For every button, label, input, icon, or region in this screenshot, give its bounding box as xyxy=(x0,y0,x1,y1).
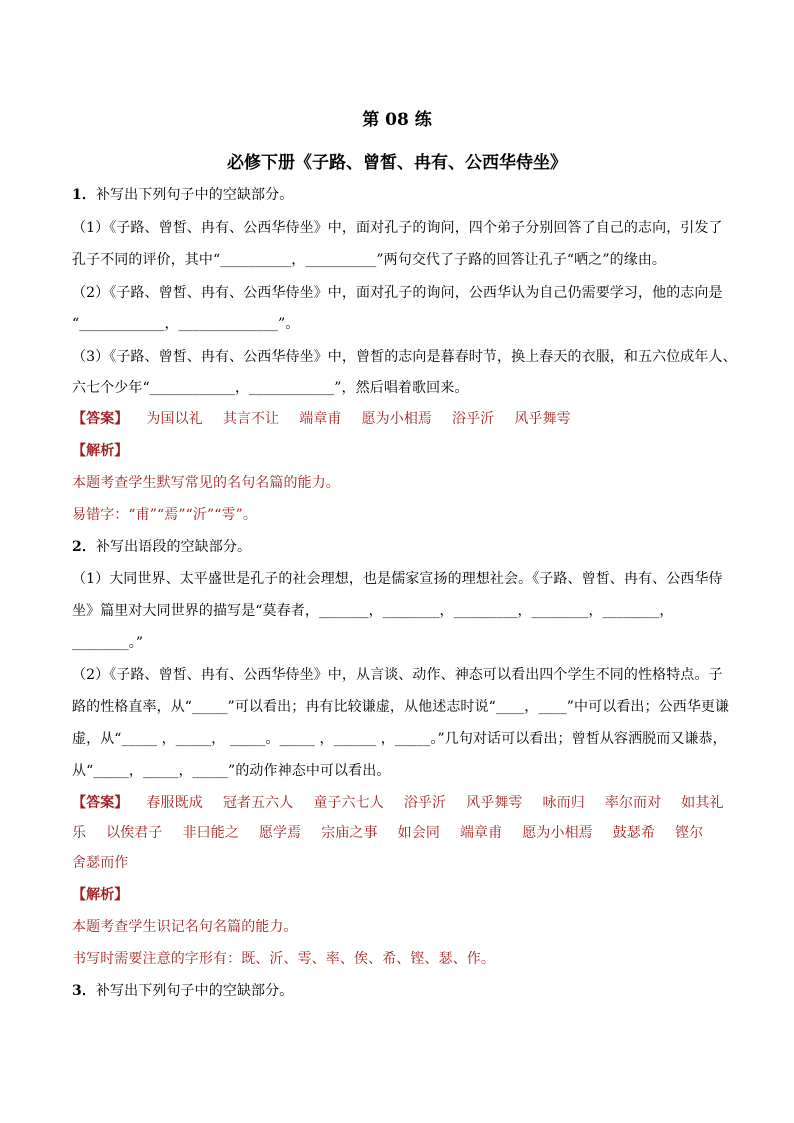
answer-item: 如其礼 xyxy=(681,795,724,811)
answer-tag: 【答案】 xyxy=(72,795,129,811)
q1-heading xyxy=(72,185,732,205)
answer-item: 愿学焉 xyxy=(258,825,302,841)
page-title: 第 08 练 xyxy=(362,110,432,130)
a2-analysis-line2: 书写时需要注意的字形有：既、沂、雩、率、俟、希、铿、瑟、作。 xyxy=(72,951,495,967)
answer-item: 其言不让 xyxy=(222,411,280,427)
q1-p2-line2: “____________，______________”。 xyxy=(72,316,300,332)
q1-heading-text: 补写出下列句子中的空缺部分。 xyxy=(95,187,294,203)
answer-item: 如会同 xyxy=(397,825,440,841)
answer-item: 鼓瑟希 xyxy=(612,825,656,841)
q1-p3-line1: （3）《子路、曾皙、冉有、公西华侍坐》中，曾皙的志向是暮春时节，换上春天的衣服，和五六位成年人、 xyxy=(72,349,737,365)
q3-number: 3． xyxy=(72,983,96,999)
q2-heading-text: 补写出语段的空缺部分。 xyxy=(95,539,252,555)
a1-analysis-line2: 易错字：“甫”“焉”“沂”“雩”。 xyxy=(72,507,257,523)
q2-p2-line4: 从“_____，_____，_____”的动作神态中可以看出。 xyxy=(72,763,391,779)
answer-item: 以俟君子 xyxy=(106,825,163,841)
q2-p1-line1: （1）大同世界、太平盛世是孔子的社会理想，也是儒家宣扬的理想社会。《子路、曾皙、冉有、公西华侍 xyxy=(72,571,723,587)
analysis-tag: 【解析】 xyxy=(72,443,129,459)
a2-analysis-line1: 本题考查学生识记名句名篇的能力。 xyxy=(72,919,298,935)
a2-answer-line1 xyxy=(72,793,732,813)
q3-heading xyxy=(72,981,732,1001)
q2-p1-line2: 坐》篇里对大同世界的描写是“莫春者，_______，________，_________，________，________， xyxy=(72,603,674,619)
answer-item: 端章甫 xyxy=(299,411,342,427)
q1-p1-line1: （1）《子路、曾皙、冉有、公西华侍坐》中，面对孔子的询问，四个弟子分别回答了自己的志向，引发了 xyxy=(72,220,723,236)
analysis-tag: 【解析】 xyxy=(72,887,129,903)
answer-item: 乐 xyxy=(72,825,87,841)
q1-p1-line2: 孔子不同的评价，其中“__________，__________”两句交代了子路的回答让孔子“哂之”的缘由。 xyxy=(72,252,667,268)
answer-item: 冠者五六人 xyxy=(222,795,294,811)
answer-item: 端章甫 xyxy=(459,825,503,841)
page-subtitle: 必修下册《子路、曾皙、冉有、公西华侍坐》 xyxy=(227,153,567,173)
answer-tag: 【答案】 xyxy=(72,411,129,427)
answer-item: 宗庙之事 xyxy=(321,825,378,841)
q1-number: 1． xyxy=(72,187,96,203)
q2-p2-line2: 路的性格直率，从“_____”可以看出；冉有比较谦虚，从他述志时说“____，____”中可以看出；公西华更谦 xyxy=(72,699,730,715)
q2-p2-line3: 虚，从“_____ ，_____， _____。_____ ，______ ，_____。”几句对话可以看出；曾皙从容洒脱而又谦恭， xyxy=(72,731,727,747)
answer-item: 铿尔 xyxy=(675,825,704,841)
q2-p2-line1: （2）《子路、曾皙、冉有、公西华侍坐》中，从言谈、动作、神态可以看出四个学生不同的性格特点。子 xyxy=(72,667,723,683)
a1-answer-line xyxy=(72,409,732,429)
q2-p1-line3: ________。” xyxy=(72,635,144,651)
answer-item: 浴乎沂 xyxy=(403,795,447,811)
answer-item: 风乎舞雩 xyxy=(466,795,523,811)
a2-answer-line3: 舍瑟而作 xyxy=(72,855,129,871)
q1-p3-line2: 六七个少年“____________，____________”，然后唱着歌回来。 xyxy=(72,380,469,396)
answer-item: 浴乎沂 xyxy=(452,411,495,427)
answer-item: 童子六七人 xyxy=(313,795,384,811)
answer-item: 愿为小相焉 xyxy=(361,411,433,427)
q3-heading-text: 补写出下列句子中的空缺部分。 xyxy=(95,983,294,999)
answer-item: 咏而归 xyxy=(542,795,585,811)
a2-answer-line2 xyxy=(72,823,732,843)
answer-item: 非曰能之 xyxy=(182,825,239,841)
answer-item: 风乎舞雩 xyxy=(514,411,571,427)
answer-item: 春服既成 xyxy=(146,795,203,811)
answer-item: 率尔而对 xyxy=(604,795,662,811)
answer-item: 为国以礼 xyxy=(146,411,203,427)
q2-heading xyxy=(72,537,732,557)
q1-p2-line1: （2）《子路、曾皙、冉有、公西华侍坐》中，面对孔子的询问，公西华认为自己仍需要学习，他的志向是 xyxy=(72,285,723,301)
q2-number: 2． xyxy=(72,539,96,555)
answer-item: 愿为小相焉 xyxy=(522,825,593,841)
a1-analysis-line1: 本题考查学生默写常见的名句名篇的能力。 xyxy=(72,475,340,491)
